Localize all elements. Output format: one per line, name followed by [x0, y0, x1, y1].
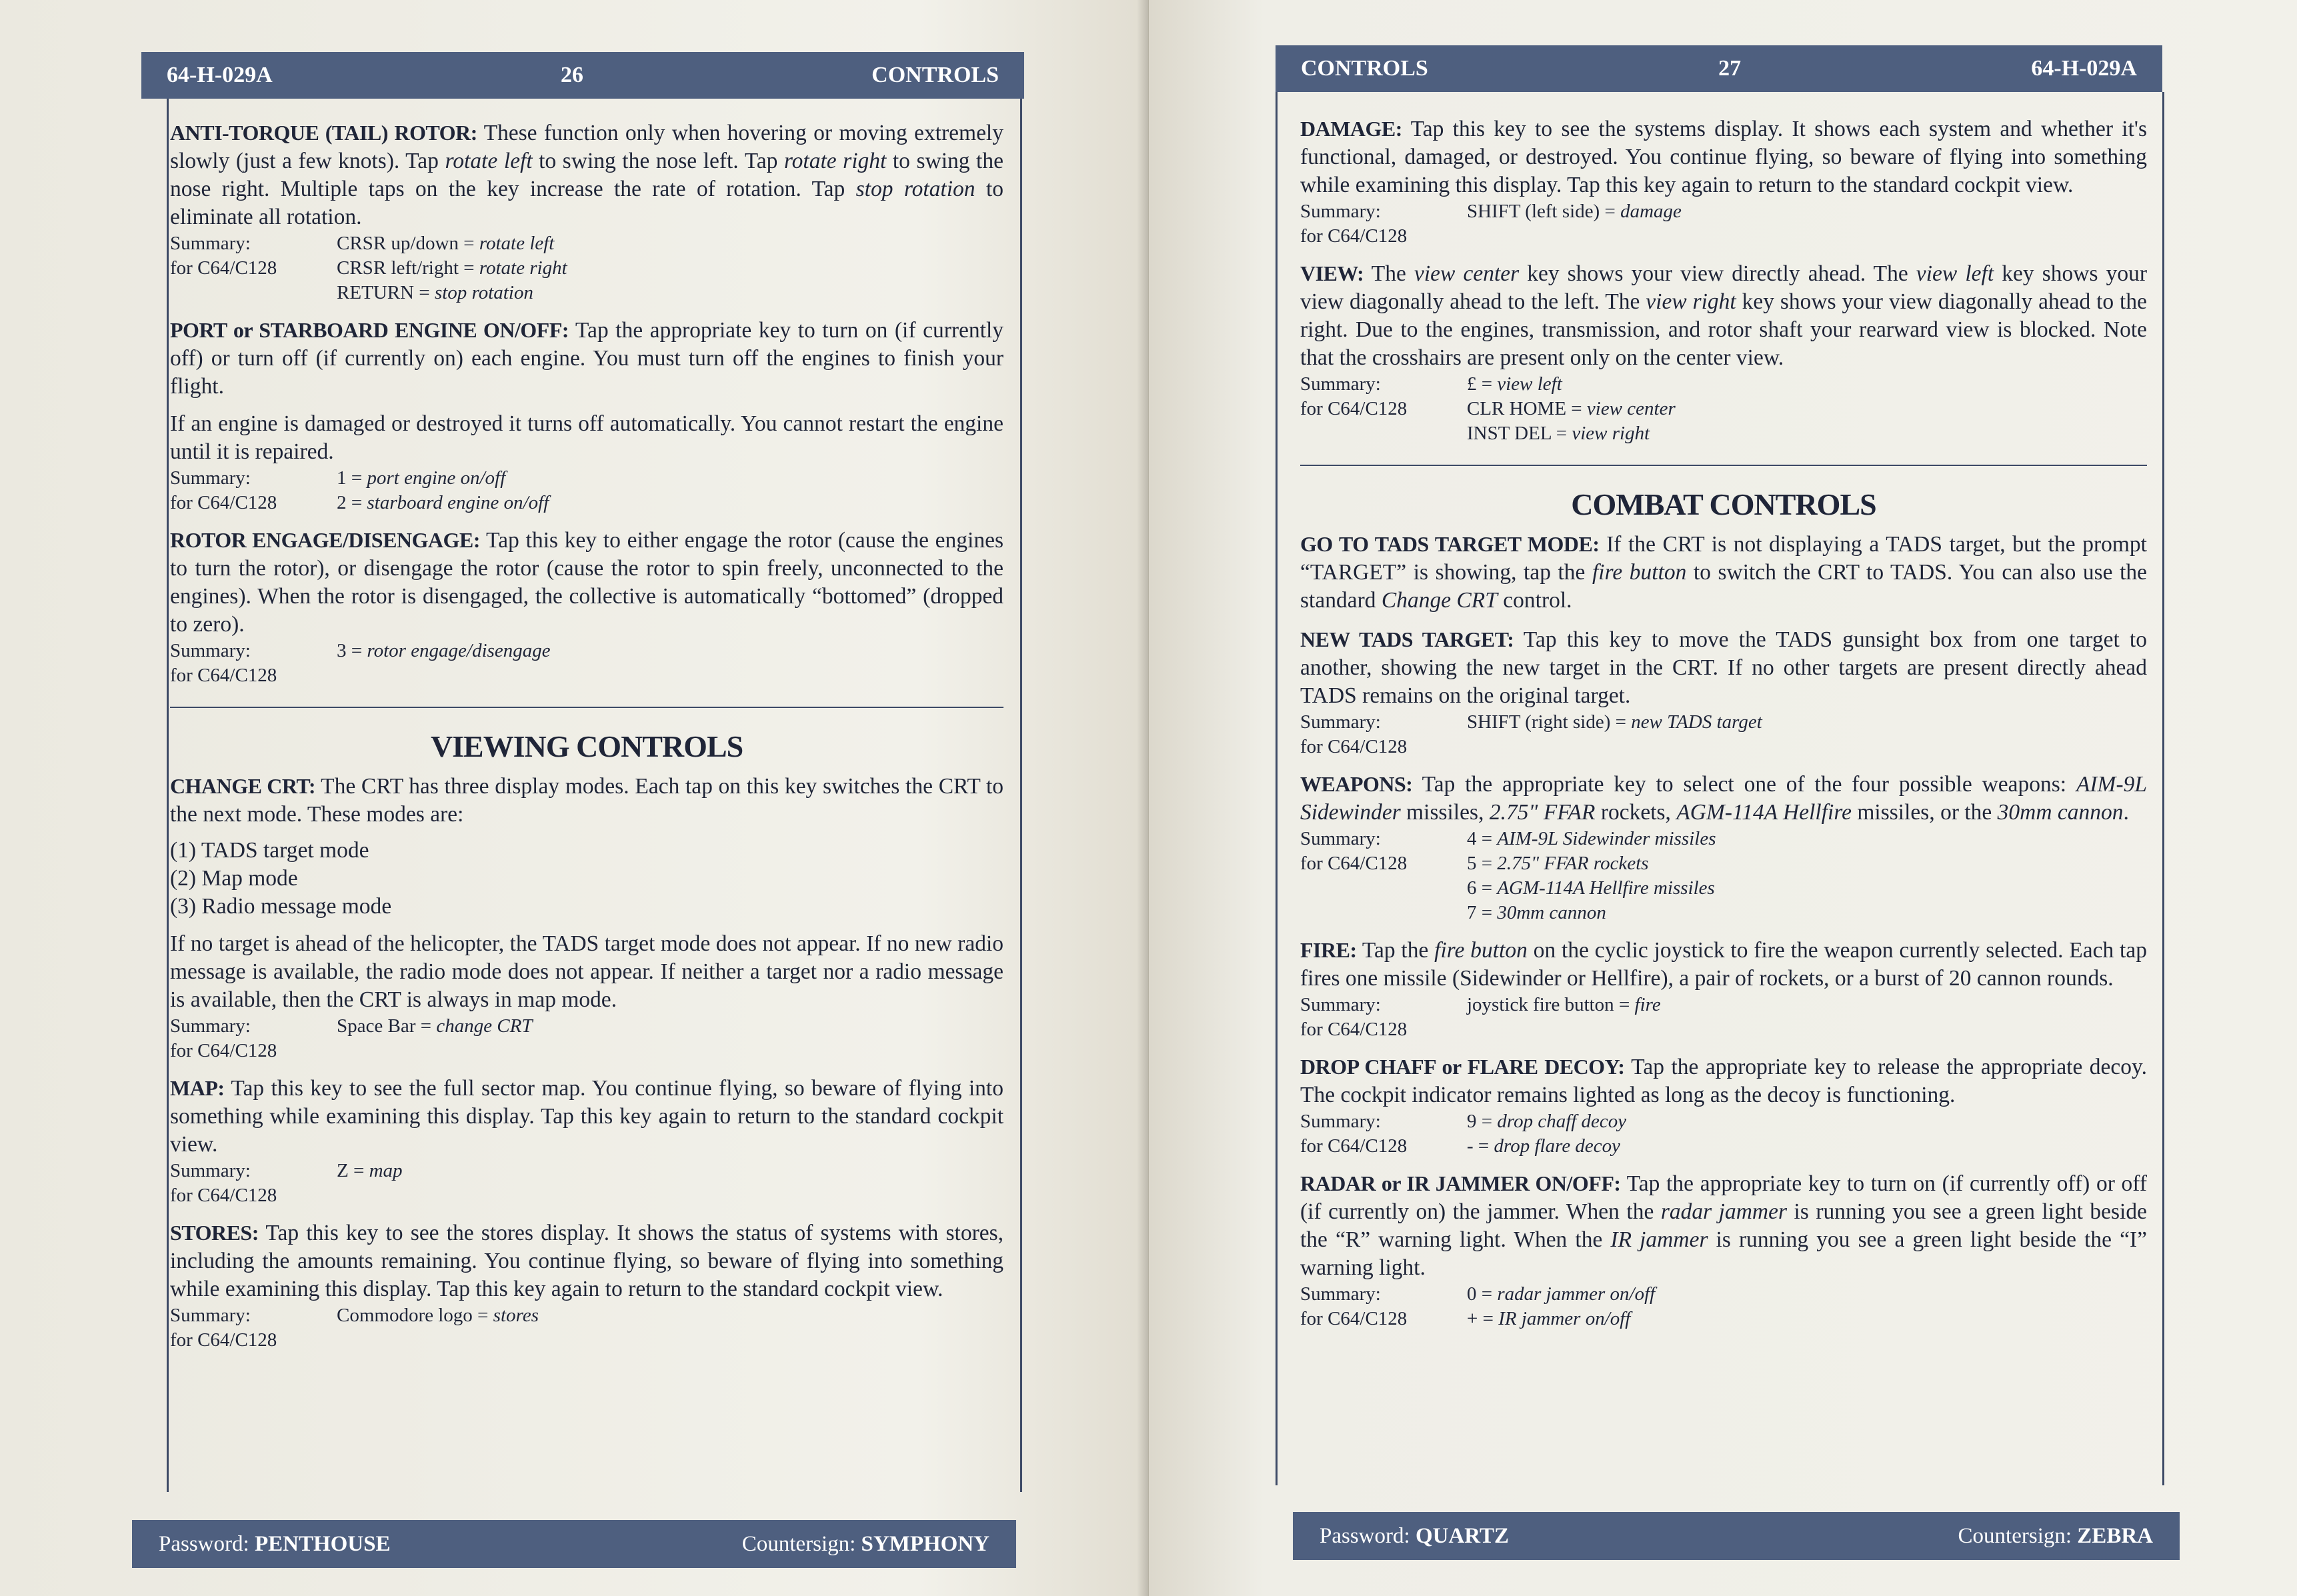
- stores-section: [170, 1219, 1003, 1353]
- key-summary: [1300, 199, 2147, 249]
- key-summary: [1300, 827, 2147, 925]
- section-text: [170, 316, 1003, 401]
- key-action: view left: [1916, 261, 1994, 286]
- key-action: starboard engine on/off: [367, 492, 549, 513]
- text-run: Tap the appropriate key to turn on (if currently off) or turn off (if currently on) each engine. You must turn off the engines to finish your flight.: [170, 318, 1003, 399]
- key-summary: [170, 466, 1003, 515]
- key-eq: =: [1478, 1308, 1499, 1329]
- key-name: -: [1467, 1135, 1474, 1157]
- summary-value: [337, 466, 1003, 491]
- summary-value: [337, 1159, 1003, 1183]
- section-divider: [170, 707, 1003, 708]
- summary-value: [337, 1328, 1003, 1353]
- key-eq: =: [1476, 1111, 1498, 1132]
- summary-label: for C64/C128: [170, 257, 277, 279]
- key-action: view center: [1586, 398, 1676, 419]
- text-run: Tap the appropriate key to turn on (if currently off) or off (if currently on) the jammer. When the: [1300, 1171, 2148, 1224]
- section-divider: [1300, 465, 2147, 466]
- summary-value: [1467, 827, 2147, 851]
- summary-value: [1467, 397, 2147, 421]
- key-name: 7: [1467, 902, 1477, 923]
- key-action: fire button: [1434, 938, 1528, 963]
- page-header: [141, 52, 1024, 99]
- key-name: 3: [337, 640, 347, 661]
- jammer-section: [1300, 1169, 2147, 1331]
- key-name: CLR HOME: [1467, 398, 1567, 419]
- key-action: AGM-114A Hellfire missiles: [1497, 877, 1715, 899]
- key-action: drop chaff decoy: [1497, 1111, 1627, 1132]
- summary-value: [1467, 199, 2147, 224]
- map-section: [170, 1074, 1003, 1208]
- rotor-section: [170, 526, 1003, 688]
- key-name: INST DEL: [1467, 423, 1552, 444]
- page-footer: [132, 1520, 1016, 1568]
- section-text: [1300, 259, 2147, 372]
- summary-label: Summary:: [170, 467, 251, 489]
- key-action: 2.75" FFAR: [1489, 800, 1596, 825]
- text-run: to switch the CRT to TADS. You can also use the standard: [1300, 560, 2147, 613]
- page-number: 27: [1718, 56, 1742, 81]
- summary-value: [337, 1014, 1003, 1039]
- summary-label: Summary:: [170, 640, 251, 661]
- list-item: (1) TADS target mode: [170, 838, 369, 863]
- section-lead: ROTOR ENGAGE/DISENGAGE:: [170, 528, 480, 552]
- key-eq: =: [1473, 1135, 1494, 1157]
- right-border-rule: [2162, 92, 2164, 1485]
- section-lead: GO TO TADS TARGET MODE:: [1300, 532, 1600, 556]
- key-eq: =: [1476, 1283, 1498, 1305]
- summary-value: [1467, 851, 2147, 876]
- anti-torque-section: [170, 119, 1003, 305]
- text-run: Tap the: [1356, 938, 1435, 963]
- key-name: CRSR left/right: [337, 257, 459, 279]
- text-run: to swing the nose right. Multiple taps on the key increase the rate of rotation. Tap: [170, 149, 1003, 201]
- summary-label: Summary:: [1300, 201, 1381, 222]
- key-action: radar jammer: [1660, 1199, 1788, 1224]
- weapons-section: [1300, 770, 2147, 925]
- key-eq: =: [348, 1160, 369, 1181]
- text-run: Tap this key to move the TADS gunsight box from one target to another, showing the new target in the CRT. If no other targets are present directly ahead TADS remains on the original target.: [1300, 627, 2147, 708]
- summary-value: [1467, 876, 2147, 901]
- summary-label: for C64/C128: [170, 1185, 277, 1206]
- key-action: map: [369, 1160, 403, 1181]
- tads-mode-section: [1300, 530, 2147, 615]
- key-action: stop rotation: [855, 177, 975, 201]
- section-lead: ANTI-TORQUE (TAIL) ROTOR:: [170, 121, 477, 145]
- summary-label: Summary:: [170, 1305, 251, 1326]
- key-action: change CRT: [436, 1015, 533, 1037]
- summary-label: [170, 281, 337, 305]
- text-run: key shows your view diagonally ahead to the right. Due to the engines, transmission, and rotor shaft your rearward view is blocked. Note that the crosshairs are present only on the center view.: [1300, 289, 2147, 370]
- summary-label: for C64/C128: [1300, 225, 1408, 247]
- password-label: Password:: [159, 1531, 255, 1556]
- key-action: radar jammer on/off: [1497, 1283, 1656, 1305]
- key-summary: [170, 231, 1003, 305]
- section-lead: NEW TADS TARGET:: [1300, 627, 1514, 651]
- key-eq: =: [458, 233, 479, 254]
- section-text: If an engine is damaged or destroyed it turns off automatically. You cannot restart the engine until it is repaired.: [170, 411, 1003, 464]
- key-summary: [1300, 1282, 2147, 1331]
- page-26: [0, 0, 1148, 1596]
- section-text: [170, 119, 1003, 231]
- key-action: view right: [1572, 423, 1650, 444]
- summary-label: for C64/C128: [1300, 853, 1408, 874]
- text-run: Tap this key to see the full sector map. You continue flying, so beware of flying into something while examining this display. Tap this key again to return to the standard cockpit view.: [170, 1076, 1003, 1157]
- key-name: SHIFT (left side): [1467, 201, 1600, 222]
- text-run: missiles,: [1400, 800, 1490, 825]
- summary-label: for C64/C128: [1300, 1135, 1408, 1157]
- summary-label: Summary:: [1300, 828, 1381, 849]
- key-eq: =: [414, 282, 435, 303]
- countersign-label: Countersign:: [741, 1531, 861, 1556]
- summary-label: for C64/C128: [170, 1040, 277, 1061]
- summary-label: [1300, 901, 1467, 925]
- key-action: stores: [493, 1305, 539, 1326]
- key-name: 5: [1467, 853, 1477, 874]
- key-eq: =: [346, 467, 367, 489]
- key-action: AGM-114A Hellfire: [1676, 800, 1852, 825]
- summary-label: for C64/C128: [1300, 736, 1408, 757]
- countersign: [1958, 1524, 2153, 1549]
- key-summary: [1300, 993, 2147, 1042]
- password: [1320, 1524, 1509, 1549]
- combat-controls-heading: COMBAT CONTROLS: [1571, 487, 1876, 521]
- page-footer: [1293, 1512, 2180, 1560]
- view-section: [1300, 259, 2147, 446]
- left-border-rule: [167, 99, 169, 1492]
- key-summary: [1300, 710, 2147, 759]
- summary-label: for C64/C128: [1300, 1308, 1408, 1329]
- key-eq: =: [1600, 201, 1621, 222]
- key-name: +: [1467, 1308, 1478, 1329]
- page-27: [1149, 0, 2297, 1596]
- section-text: [1300, 625, 2147, 710]
- key-action: port engine on/off: [367, 467, 506, 489]
- section-lead: FIRE:: [1300, 938, 1357, 962]
- key-name: £: [1467, 373, 1477, 395]
- key-action: 30mm cannon: [1497, 902, 1606, 923]
- fire-section: [1300, 936, 2147, 1042]
- section-lead: WEAPONS:: [1300, 772, 1413, 796]
- countersign-value: SYMPHONY: [861, 1531, 989, 1556]
- key-eq: =: [1610, 711, 1632, 733]
- key-name: Commodore logo: [337, 1305, 473, 1326]
- change-crt-section: [170, 772, 1003, 1063]
- key-action: 2.75" FFAR rockets: [1497, 853, 1649, 874]
- key-action: damage: [1620, 201, 1682, 222]
- summary-value: [1467, 421, 2147, 446]
- text-run: to swing the nose left. Tap: [532, 149, 784, 173]
- key-eq: =: [1476, 853, 1498, 874]
- text-run: These function only when hovering or moving extremely slowly (just a few knots). Tap: [170, 121, 1003, 173]
- section-lead: MAP:: [170, 1076, 225, 1100]
- key-name: RETURN: [337, 282, 414, 303]
- section-lead: CHANGE CRT:: [170, 774, 316, 798]
- key-action: rotate left: [445, 149, 533, 173]
- section-text: [1300, 1169, 2147, 1282]
- key-action: view center: [1414, 261, 1520, 286]
- key-name: joystick fire button: [1467, 994, 1614, 1015]
- section-lead: VIEW:: [1300, 261, 1364, 285]
- right-border-rule: [1020, 99, 1022, 1492]
- section-text: [170, 1074, 1003, 1159]
- summary-label: Summary:: [1300, 1283, 1381, 1305]
- key-action: stop rotation: [434, 282, 533, 303]
- key-eq: =: [346, 640, 367, 661]
- text-run: Tap the appropriate key to select one of the four possible weapons:: [1412, 772, 2076, 797]
- document-code: 64-H-029A: [167, 63, 273, 87]
- summary-value: [1467, 710, 2147, 735]
- key-eq: =: [1566, 398, 1587, 419]
- text-run: If the CRT is not displaying a TADS target, but the prompt “TARGET” is showing, tap the: [1300, 532, 2147, 585]
- summary-value: [337, 663, 1003, 688]
- damage-section: [1300, 115, 2147, 249]
- key-action: Change CRT: [1381, 588, 1498, 613]
- key-name: SHIFT (right side): [1467, 711, 1611, 733]
- text-run: is running you see a green light beside the “I” warning light.: [1300, 1227, 2148, 1280]
- key-eq: =: [1551, 423, 1572, 444]
- page-number: 26: [560, 63, 583, 87]
- key-eq: =: [458, 257, 479, 279]
- password: [159, 1532, 390, 1557]
- key-eq: =: [1476, 373, 1498, 395]
- section-text: [170, 526, 1003, 639]
- section-text: [1300, 115, 2147, 199]
- section-text: [1300, 1053, 2147, 1109]
- password-value: PENTHOUSE: [254, 1531, 391, 1556]
- summary-value: [1467, 993, 2147, 1017]
- summary-value: [337, 491, 1003, 515]
- key-summary: [1300, 1109, 2147, 1159]
- summary-label: [1300, 876, 1467, 901]
- text-run: key shows your view diagonally ahead to the left. The: [1300, 261, 2147, 314]
- section-lead: RADAR or IR JAMMER ON/OFF:: [1300, 1171, 1621, 1195]
- summary-value: [1467, 1282, 2147, 1307]
- summary-label: Summary:: [170, 233, 251, 254]
- text-run: is running you see a green light beside the “R” warning light. When the: [1300, 1199, 2147, 1252]
- key-eq: =: [472, 1305, 493, 1326]
- section-text: If no target is ahead of the helicopter, the TADS target mode does not appear. If no new radio message is available, the radio mode does not appear. If neither a target nor a radio message is available, then the CRT is always in map mode.: [170, 931, 1003, 1012]
- list-item: (2) Map mode: [170, 866, 298, 891]
- summary-label: Summary:: [1300, 373, 1381, 395]
- summary-label: Summary:: [1300, 1111, 1381, 1132]
- section-lead: PORT or STARBOARD ENGINE ON/OFF:: [170, 318, 569, 342]
- section-text: [1300, 936, 2147, 993]
- key-name: 1: [337, 467, 347, 489]
- key-action: fire: [1634, 994, 1661, 1015]
- summary-label: Summary:: [1300, 994, 1381, 1015]
- password-label: Password:: [1320, 1523, 1416, 1548]
- section-text: [1300, 770, 2147, 827]
- list-item: (3) Radio message mode: [170, 894, 392, 919]
- summary-value: [1467, 1109, 2147, 1134]
- summary-label: for C64/C128: [1300, 398, 1408, 419]
- summary-value: [1467, 1307, 2147, 1331]
- text-run: on the cyclic joystick to fire the weapon currently selected. Each tap fires one missile (Sidewinder or Hellfire), a pair of rockets, or a burst of 20 cannon rounds.: [1300, 938, 2147, 991]
- summary-value: [1467, 735, 2147, 759]
- key-name: 4: [1467, 828, 1477, 849]
- summary-value: [1467, 224, 2147, 249]
- text-run: missiles, or the: [1851, 800, 1998, 825]
- page-content: [170, 119, 1003, 1363]
- countersign-label: Countersign:: [1958, 1523, 2078, 1548]
- key-summary: [170, 1159, 1003, 1208]
- page-content: [1300, 115, 2147, 1342]
- summary-value: [337, 1303, 1003, 1328]
- text-run: Tap this key to see the stores display. It shows the status of systems with stores, including the amounts remaining. You continue flying, so beware of flying into something while examining this display. Tap this key again to return to the standard cockpit view.: [170, 1221, 1003, 1301]
- key-eq: =: [415, 1015, 437, 1037]
- key-summary: [170, 639, 1003, 688]
- key-action: rotate right: [783, 149, 887, 173]
- key-summary: [170, 1303, 1003, 1353]
- mode-list: [170, 837, 1003, 921]
- section-title: CONTROLS: [1301, 56, 1428, 81]
- key-eq: =: [1476, 902, 1498, 923]
- key-action: new TADS target: [1631, 711, 1762, 733]
- key-eq: =: [1476, 877, 1498, 899]
- section-title: CONTROLS: [871, 63, 999, 87]
- text-run: Tap this key to either engage the rotor (cause the engines to turn the rotor), or disengage the rotor (cause the rotor to spin freely, unconnected to the engines). When the rotor is disengaged, the collective is automatically “bottomed” (dropped to zero).: [170, 528, 1004, 637]
- engine-section: [170, 316, 1003, 515]
- key-action: AIM-9L Sidewinder: [1300, 772, 2147, 825]
- key-action: view left: [1497, 373, 1562, 395]
- key-action: 30mm cannon: [1997, 800, 2124, 825]
- key-name: 6: [1467, 877, 1477, 899]
- section-lead: DROP CHAFF or FLARE DECOY:: [1300, 1055, 1625, 1079]
- countersign-value: ZEBRA: [2077, 1523, 2153, 1548]
- section-text: [170, 772, 1003, 829]
- key-action: fire button: [1592, 560, 1687, 585]
- summary-value: [1467, 1134, 2147, 1159]
- key-name: CRSR up/down: [337, 233, 459, 254]
- summary-value: [1467, 372, 2147, 397]
- text-run: Tap the appropriate key to release the appropriate decoy. The cockpit indicator remains lighted as long as the decoy is functioning.: [1300, 1055, 2147, 1107]
- key-name: 9: [1467, 1111, 1477, 1132]
- text-run: .: [2123, 800, 2129, 825]
- summary-value: [337, 639, 1003, 663]
- key-action: rotor engage/disengage: [367, 640, 551, 661]
- summary-label: for C64/C128: [170, 1329, 277, 1351]
- summary-label: Summary:: [170, 1015, 251, 1037]
- summary-value: [1467, 1017, 2147, 1042]
- key-summary: [1300, 372, 2147, 446]
- summary-value: [337, 1183, 1003, 1208]
- summary-label: Summary:: [170, 1160, 251, 1181]
- text-run: to eliminate all rotation.: [170, 177, 1004, 229]
- summary-label: for C64/C128: [170, 665, 277, 686]
- key-action: IR jammer: [1610, 1227, 1708, 1252]
- summary-label: [1300, 421, 1467, 446]
- text-run: The: [1364, 261, 1414, 286]
- text-run: rockets,: [1595, 800, 1677, 825]
- key-summary: [170, 1014, 1003, 1063]
- summary-value: [337, 1039, 1003, 1063]
- key-name: 2: [337, 492, 347, 513]
- key-eq: =: [1614, 994, 1635, 1015]
- key-eq: =: [1476, 828, 1498, 849]
- key-action: rotate right: [479, 257, 567, 279]
- new-target-section: [1300, 625, 2147, 759]
- viewing-controls-heading: VIEWING CONTROLS: [430, 729, 743, 763]
- document-code: 64-H-029A: [2031, 56, 2137, 81]
- page-header: [1276, 45, 2162, 92]
- key-action: drop flare decoy: [1494, 1135, 1621, 1157]
- summary-value: [337, 256, 1003, 281]
- section-text: [170, 1219, 1003, 1303]
- text-run: key shows your view directly ahead. The: [1519, 261, 1916, 286]
- summary-label: for C64/C128: [1300, 1019, 1408, 1040]
- key-name: Z: [337, 1160, 349, 1181]
- key-name: Space Bar: [337, 1015, 416, 1037]
- key-action: view right: [1646, 289, 1736, 314]
- text-run: control.: [1497, 588, 1572, 613]
- key-eq: =: [346, 492, 367, 513]
- text-run: Tap this key to see the systems display. It shows each system and whether it's functional, damaged, or destroyed. You continue flying, so beware of flying into something while examining this display. Tap this key again to return to the standard cockpit view.: [1300, 117, 2147, 197]
- key-name: 0: [1467, 1283, 1477, 1305]
- summary-label: Summary:: [1300, 711, 1381, 733]
- summary-value: [337, 281, 1003, 305]
- password-value: QUARTZ: [1415, 1523, 1509, 1548]
- text-run: The CRT has three display modes. Each tap on this key switches the CRT to the next mode. These modes are:: [170, 774, 1003, 827]
- chaff-flare-section: [1300, 1053, 2147, 1159]
- left-border-rule: [1276, 92, 1278, 1485]
- section-text: [1300, 530, 2147, 615]
- summary-value: [337, 231, 1003, 256]
- key-action: IR jammer on/off: [1498, 1308, 1631, 1329]
- key-action: rotate left: [479, 233, 555, 254]
- key-action: AIM-9L Sidewinder missiles: [1497, 828, 1716, 849]
- section-lead: DAMAGE:: [1300, 117, 1402, 141]
- section-lead: STORES:: [170, 1221, 259, 1245]
- summary-label: for C64/C128: [170, 492, 277, 513]
- summary-value: [1467, 901, 2147, 925]
- countersign: [742, 1532, 989, 1557]
